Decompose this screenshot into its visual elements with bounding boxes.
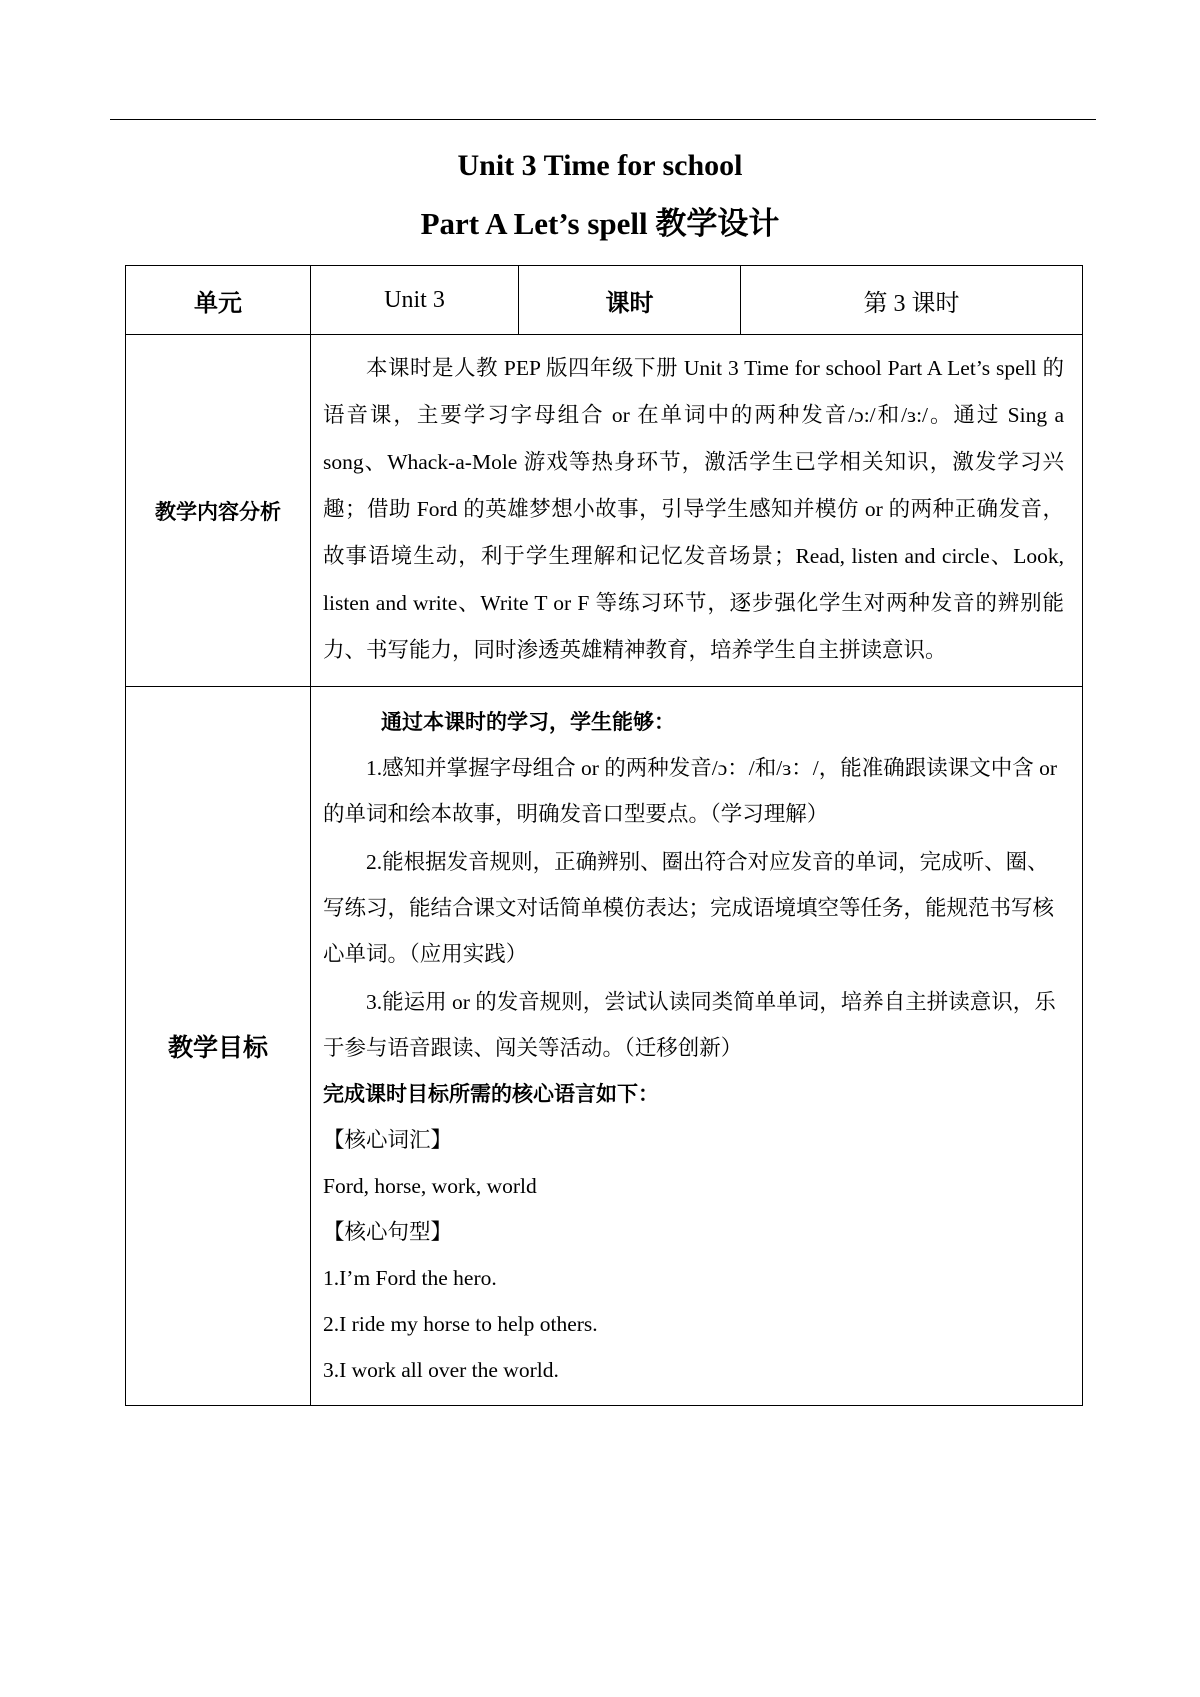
header-row — [126, 266, 1083, 335]
lesson-value: 第 3 课时 — [741, 266, 1083, 335]
content-analysis-row — [126, 335, 1083, 687]
document-title: Unit 3 Time for school — [457, 149, 743, 182]
content-analysis-cell — [311, 335, 1083, 687]
goal-1: 1.感知并掌握字母组合 or 的两种发音/ɔ：/和/ɜ：/，能准确跟读课文中含 or 的单词和绘本故事，明确发音口型要点。（学习理解） — [323, 756, 1058, 826]
goal-3: 3.能运用 or 的发音规则，尝试认读同类简单单词，培养自主拼读意识，乐于参与语音跟读、闯关等活动。（迁移创新） — [323, 990, 1056, 1060]
sentence-1: 1.I’m Ford the hero. — [323, 1266, 497, 1290]
sentence-3: 3.I work all over the world. — [323, 1358, 559, 1382]
unit-value: Unit 3 — [311, 266, 519, 335]
vocab-heading: 【核心词汇】 — [323, 1128, 453, 1152]
document-subtitle: Part A Let’s spell 教学设计 — [420, 206, 780, 241]
objectives-label: 教学目标 — [126, 687, 311, 1406]
unit-label: 单元 — [126, 266, 311, 335]
goal-2: 2.能根据发音规则，正确辨别、圈出符合对应发音的单词，完成听、圈、写练习，能结合课文对话简单模仿表达；完成语境填空等任务，能规范书写核心单词。（应用实践） — [323, 850, 1055, 966]
objectives-lead: 通过本课时的学习，学生能够： — [381, 710, 675, 734]
sentence-heading: 【核心句型】 — [323, 1220, 453, 1244]
content-analysis-text: 本课时是人教 PEP 版四年级下册 Unit 3 Time for school Part A Let’s spell 的语音课，主要学习字母组合 or 在单词中的两种发音/ɔ:/和/ɜ:/。通过 Sing a song、Whack-a-Mole 游戏等热身环节，激活学生已学相关知识，激发学习兴趣；借助 Ford 的英雄梦想小故事，引导学生感知并模仿 or 的两种正确发音，故事语境生动，利于学生理解和记忆发音场景；Read, listen and circle、Look, listen and write、Write T or F 等练习环节，逐步强化学生对两种发音的辨别能力、书写能力，同时渗透英雄精神教育，培养学生自主拼读意识。 — [323, 356, 1064, 662]
header-rule — [110, 119, 1096, 120]
objectives-cell — [311, 687, 1083, 1406]
lesson-label: 课时 — [519, 266, 741, 335]
lesson-plan-table — [125, 265, 1083, 1406]
sentence-2: 2.I ride my horse to help others. — [323, 1312, 598, 1336]
content-analysis-label: 教学内容分析 — [126, 335, 311, 687]
objectives-row — [126, 687, 1083, 1406]
vocab-list: Ford, horse, work, world — [323, 1174, 537, 1198]
core-language-intro: 完成课时目标所需的核心语言如下： — [323, 1082, 659, 1106]
